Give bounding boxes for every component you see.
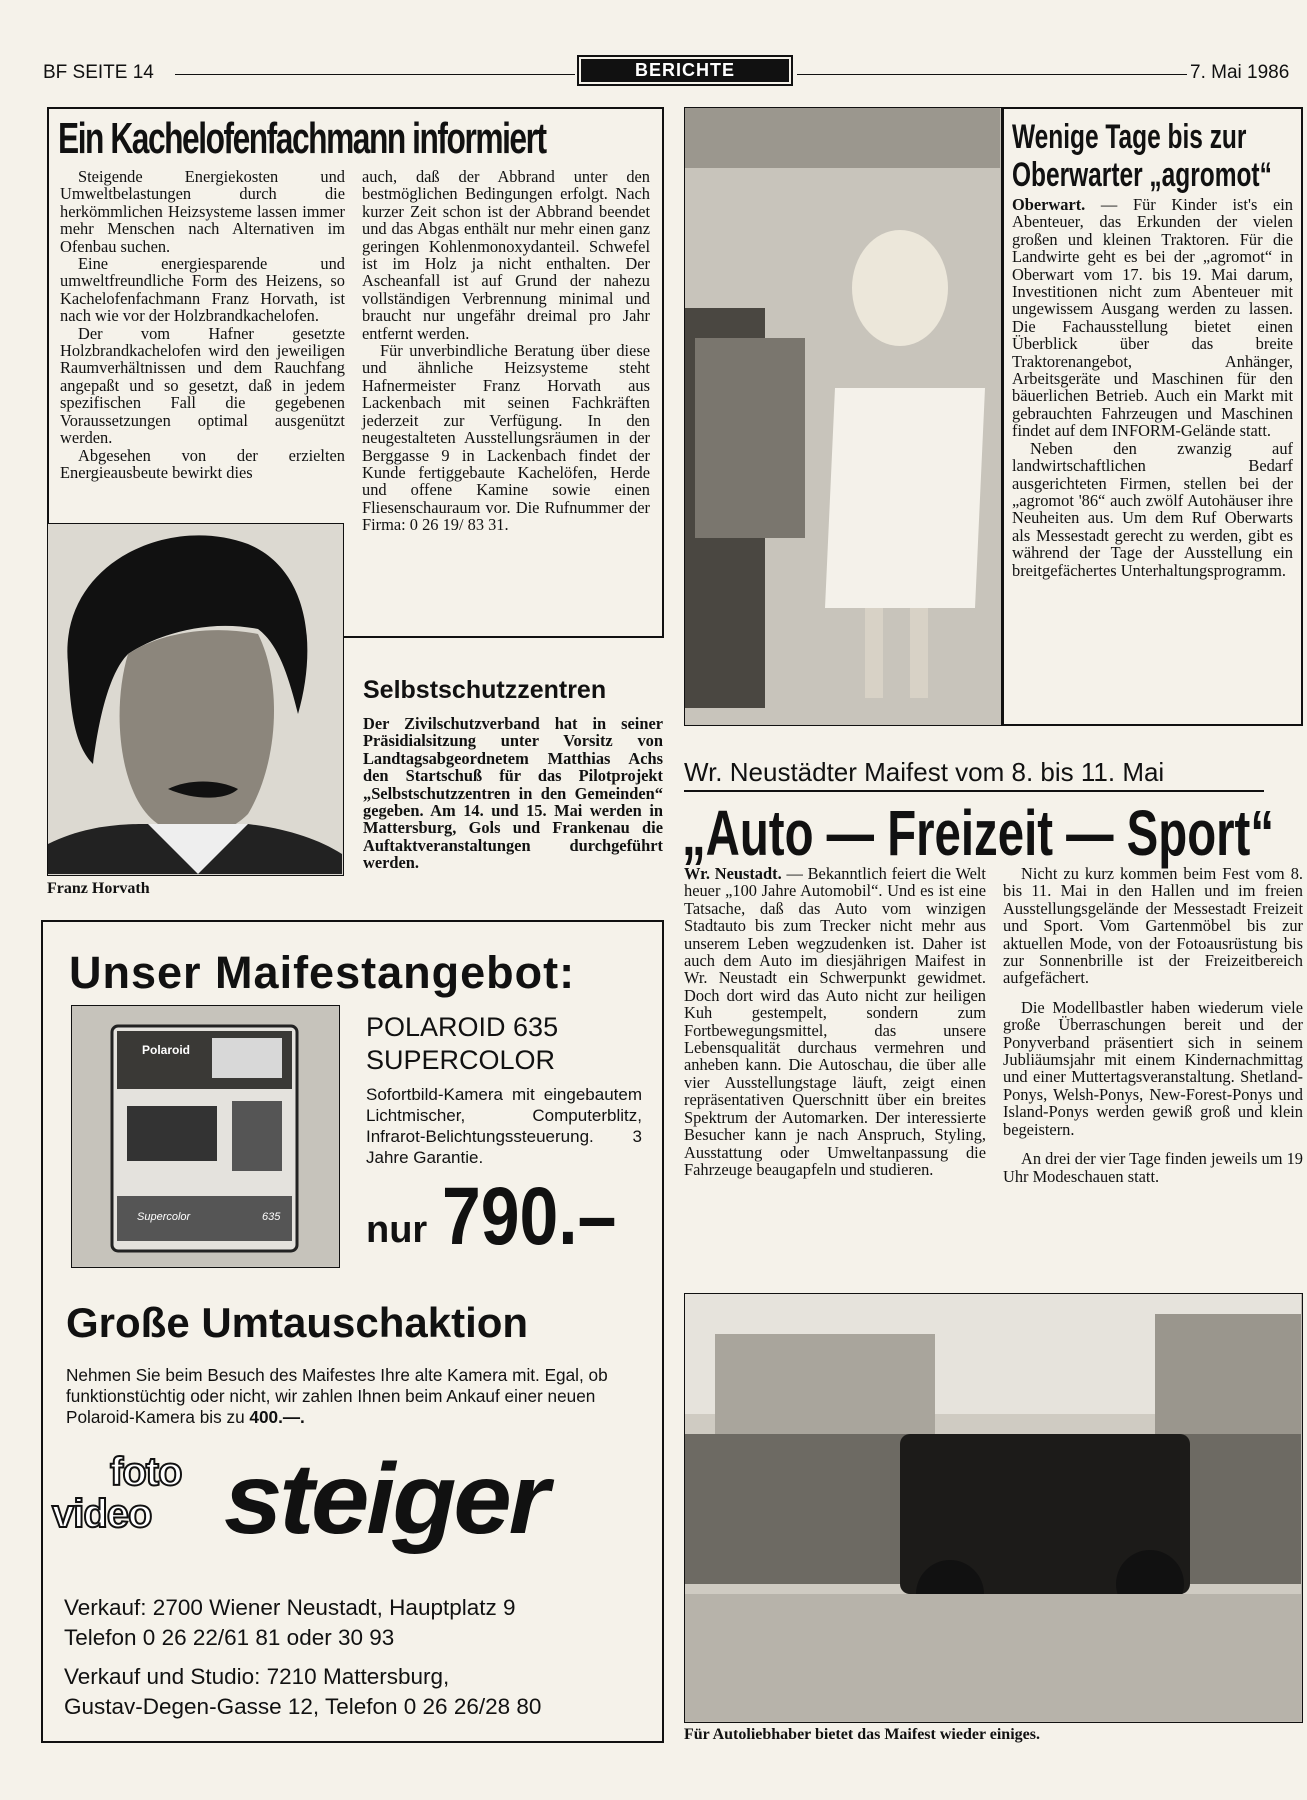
portrait-illustration [48, 524, 342, 874]
article-agromot-text [1012, 196, 1293, 579]
logo-steiger: steiger [224, 1443, 547, 1555]
paragraph: Neben den zwanzig auf landwirtschaftlichen Bedarf ausgerichteten Firmen, stellen bei der „agromot '86“ auch zwölf Autohäuser ihre Neuheiten aus. Um dem Ruf Oberwarts als Messestadt gerecht zu werden, gibt es während der Tage der Ausstellung ein breitgefächertes Unterhaltungsprogramm. [1012, 438, 1293, 580]
maifest-illustration [685, 1294, 1301, 1721]
portrait-photo [47, 523, 344, 876]
paragraph: Eine energiesparende und umweltfreundliche Form des Heizens, so Kachelofenfachmann Franz Horvath, ist nach wie vor der Holzbrandkachelofen. [60, 254, 345, 326]
article-selbstschutz-title: Selbstschutzzentren [363, 676, 607, 704]
paragraph: An drei der vier Tage finden jeweils um 19 Uhr Modeschauen statt. [1003, 1149, 1303, 1186]
paragraph-text: — Für Kinder ist's ein Abenteuer, das Erkunden der vielen großen und kleinen Traktoren. Für die Landwirte geht es bei der „agromot“ in Oberwart vom 17. bis 19. Mai darum, Investitionen nicht zum Abenteuer mit ungewissem Ausgang werden zu lassen. Die Fachausstellung bietet einen Überblick über das breite Traktorenangebot, Anhänger, Arbeitsgeräte und Maschinen für den bäuerlichen Betrieb. Auch ein Markt mit gebrauchten Fahrzeugen und Maschinen findet auf dem INFORM-Gelände statt. [1012, 195, 1293, 441]
agromot-photo [684, 107, 1002, 726]
camera-model: 635 [262, 1211, 281, 1223]
article-selbstschutz-text: Der Zivilschutzverband hat in seiner Präsidialsitzung unter Vorsitz von Landtagsabgeordnetem Matthias Achs den Startschuß für das Pilotprojekt „Selbstschutzzentren in den Gemeinden“ gegeben. Am 14. und 15. Mai werden in Mattersburg, Gols und Frankenau die Auftaktveranstaltungen durchgeführt werden. [363, 714, 663, 873]
foto-video-steiger-logo [52, 1443, 642, 1555]
product-name-line2: SUPERCOLOR [366, 1045, 556, 1075]
paragraph: Für unverbindliche Beratung über diese und ähnliche Heizsysteme steht Hafnermeister Franz Horvath aus Lackenbach mit seinen Fachkräften jederzeit zur Verfügung. In den neugestalteten Ausstellungsräumen in der Berggasse 9 in Lackenbach findet der Kunde fertiggebaute Kachelöfen, Herde und offene Kamine sowie einen Fliesenschauraum vor. Die Rufnummer der Firma: 0 26 19/ 83 31. [362, 341, 650, 535]
page-number: BF SEITE 14 [43, 62, 154, 83]
portrait-caption: Franz Horvath [47, 880, 150, 897]
ad-headline: Unser Maifestangebot: [69, 947, 576, 998]
article-maifest-kicker-rule [684, 790, 1264, 792]
logo-video: video [52, 1492, 152, 1536]
paragraph: Steigende Energiekosten und Umweltbelastungen durch die herkömmlichen Heizsysteme lassen immer mehr Menschen nach Alternativen im Ofenbau suchen. [60, 167, 345, 256]
article-maifest-col1 [684, 865, 986, 1178]
paragraph-text: — Bekanntlich feiert die Welt heuer „100 Jahre Automobil“. Und es ist eine Tatsache, daß das Auto vom winzigen Stadtauto bis zum Trecker nicht mehr aus unserem Leben wegzudenken ist. Daher ist auch dem Auto im diesjährigen Maifest in Wr. Neustadt ein Schwerpunkt gewidmet. Doch dort wird das Auto nicht zur heiligen Kuh gestempelt, sondern zum Fortbewegungsmittel, das unsere Lebensqualität durchaus vermehren und anheben kann. Die Autoschau, die über alle vier Ausstellungstage läuft, zeigt einen repräsentativen Querschnitt über ein breites Spektrum der Automarken. Der interessierte Besucher kann je nach Anspruch, Styling, Ausstattung oder Umweltanpassung die Fahrzeuge beaugapfeln und studieren. [684, 864, 986, 1179]
article-agromot-title-line2: Oberwarter „agromot“ [1012, 156, 1272, 194]
exchange-title: Große Umtauschaktion [66, 1299, 529, 1346]
paragraph: auch, daß der Abbrand unter den bestmöglichen Bedingungen erfolgt. Nach kurzer Zeit schon ist der Abbrand beendet und das Abgas enthält nur mehr einen ganz geringen Kohlenmonoxydanteil. Schwefel ist im Holz ja nicht enthalten. Der Ascheanfall ist auf Grund der nahezu vollständigen Verbrennung minimal und braucht nur ungefähr dreimal pro Jahr entfernt werden. [362, 167, 650, 343]
camera-brand: Polaroid [142, 1043, 191, 1057]
paragraph: Der vom Hafner gesetzte Holzbrandkachelofen wird den jeweiligen Raumverhältnissen und dem Rauchfang angepaßt und so gesetzt, daß in jedem spezifischen Fall die gegebenen Voraussetzungen optimal ausgenützt werden. [60, 323, 345, 448]
article-kachelofen-col2 [362, 168, 650, 534]
agromot-illustration [685, 108, 1000, 724]
header-rule-left [175, 74, 575, 75]
article-maifest-title: „Auto — Freizeit — Sport“ [682, 797, 1274, 869]
paragraph [1012, 196, 1293, 440]
article-maifest-kicker: Wr. Neustädter Maifest vom 8. bis 11. Mai [684, 757, 1165, 787]
exchange-text-body: Nehmen Sie beim Besuch des Maifestes Ihre alte Kamera mit. Egal, ob funktionstüchtig oder nicht, wir zahlen Ihnen beim Ankauf einer neuen Polaroid-Kamera bis zu [66, 1365, 608, 1427]
logo-foto: foto [110, 1450, 182, 1494]
address2-line2: Gustav-Degen-Gasse 12, Telefon 0 26 26/28 80 [64, 1694, 542, 1719]
address1-line2: Telefon 0 26 22/61 81 oder 30 93 [64, 1625, 395, 1650]
section-label-text: BERICHTE [581, 59, 789, 82]
article-kachelofen-title: Ein Kachelofenfachmann informiert [58, 114, 546, 163]
paragraph: Nicht zu kurz kommen beim Fest vom 8. bis 11. Mai in den Hallen und im freien Ausstellungsgelände der Messestadt Freizeit und Sport. Vom Gartenmöbel bis zur aktuellen Mode, von der Fotoausrüstung bis zur Sonnenbrille ist der Freizeitbereich aufgefächert. [1003, 864, 1303, 988]
dateline: Oberwart. [1012, 195, 1086, 214]
maifest-photo [684, 1293, 1303, 1723]
maifest-photo-caption: Für Autoliebhaber bietet das Maifest wieder einiges. [684, 1726, 1040, 1743]
camera-label: Supercolor [137, 1211, 191, 1223]
polaroid-camera-illustration [72, 1006, 338, 1266]
section-label [577, 55, 793, 86]
article-kachelofen-col1 [60, 168, 345, 481]
paragraph [684, 865, 986, 1178]
article-agromot-title-line1: Wenige Tage bis zur [1012, 118, 1247, 156]
product-description: Sofortbild-Kamera mit eingebautem Lichtmischer, Computerblitz, Infrarot-Belichtungssteuerung. 3 Jahre Garantie. [366, 1085, 642, 1167]
header-rule-right [797, 74, 1187, 75]
page-date: 7. Mai 1986 [1190, 62, 1290, 83]
paragraph: Abgesehen von der erzielten Energieausbeute bewirkt dies [60, 445, 345, 482]
exchange-amount: 400.—. [249, 1407, 305, 1427]
product-name-line1: POLAROID 635 [366, 1012, 559, 1042]
price: 790.– [442, 1171, 617, 1262]
paragraph: Die Modellbastler haben wiederum viele große Überraschungen bereit und der Ponyverband präsentiert sich in seinem Jubliäumsjahr mit einem Kindernachmittag und einer Muttertagsveranstaltung. Shetland-Ponys, Welsh-Ponys, New-Forest-Ponys und Island-Ponys werden gewiß groß und klein begeistern. [1003, 997, 1303, 1139]
dateline: Wr. Neustadt. [684, 864, 782, 883]
price-prefix: nur [366, 1209, 428, 1251]
exchange-text [66, 1365, 638, 1428]
address2-line1: Verkauf und Studio: 7210 Mattersburg, [64, 1664, 450, 1689]
article-maifest-col2 [1003, 865, 1303, 1185]
address1-line1: Verkauf: 2700 Wiener Neustadt, Hauptplatz 9 [64, 1595, 516, 1620]
camera-image [71, 1005, 340, 1268]
